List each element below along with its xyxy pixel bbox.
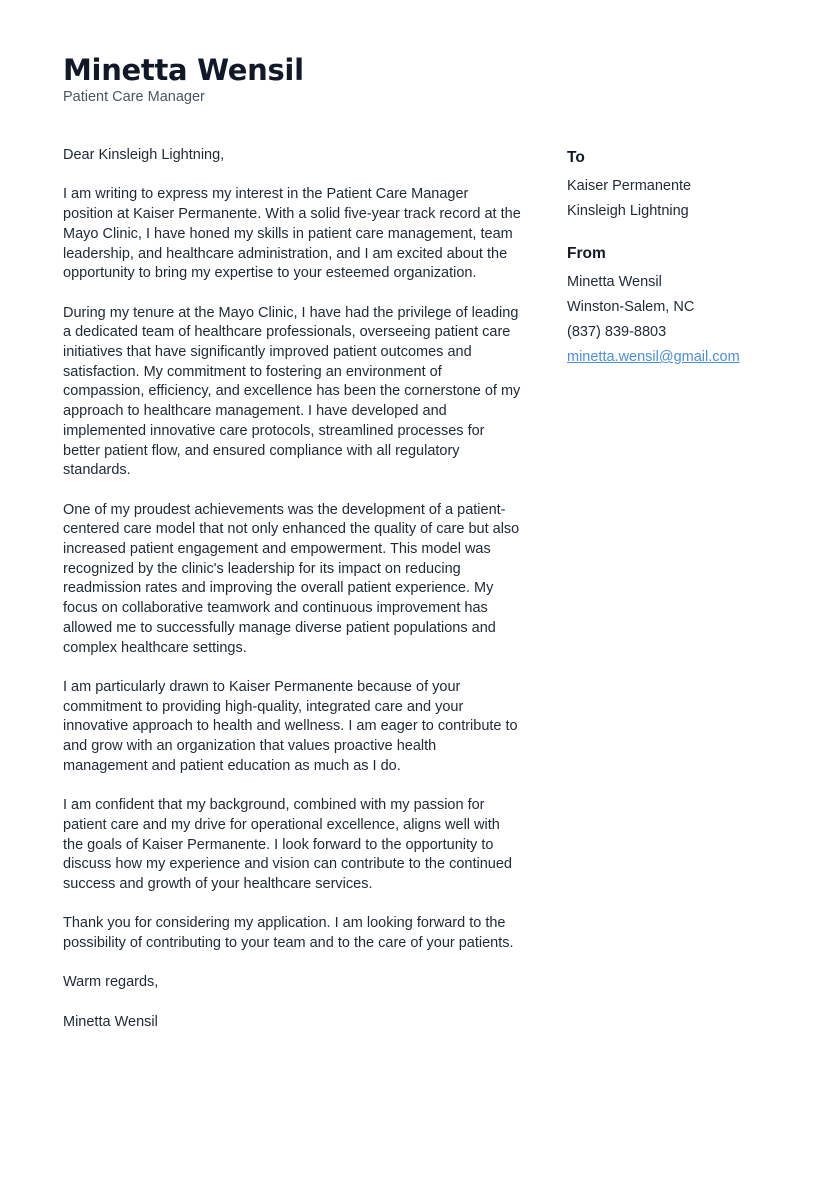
recipient-block <box>567 146 797 224</box>
contact-sidebar <box>567 146 797 388</box>
sender-email-link[interactable]: minetta.wensil@gmail.com <box>567 349 740 365</box>
recipient-company: Kaiser Permanente <box>567 178 692 194</box>
sender-location: Winston-Salem, NC <box>567 299 695 315</box>
letter-paragraph: One of my proudest achievements was the development of a patient-centered care model that not only enhanced the quality of care but also increased patient engagement and empowerment. This model was recognized by the clinic's leadership for its impact on reducing readmission rates and improving the overall patient experience. My focus on collaborative teamwork and continuous improvement has allowed me to successfully manage diverse patient populations and complex healthcare settings. <box>63 501 520 656</box>
sender-email-row <box>567 345 797 370</box>
letter-paragraph: During my tenure at the Mayo Clinic, I have had the privilege of leading a dedicated team of healthcare professionals, overseeing patient care initiatives that have significantly improved patient outcomes and satisfaction. My commitment to fostering an environment of compassion, efficiency, and excellence has been the cornerstone of my approach to healthcare management. I have developed and implemented innovative care protocols, streamlined processes for better patient flow, and ensured compliance with all regulatory standards. <box>63 304 521 479</box>
applicant-title: Patient Care Manager <box>63 89 205 105</box>
letter-body <box>63 146 521 1052</box>
letter-header <box>63 52 763 106</box>
letter-paragraph: I am particularly drawn to Kaiser Permanente because of your commitment to providing high-quality, integrated care and your innovative approach to health and wellness. I am eager to contribute to and grow with an organization that values proactive health management and patient education as much as I do. <box>63 678 518 774</box>
to-heading: To <box>567 149 585 166</box>
closing: Warm regards, <box>63 974 159 991</box>
recipient-name: Kinsleigh Lightning <box>567 203 689 219</box>
sender-name: Minetta Wensil <box>567 274 662 290</box>
letter-paragraph: I am writing to express my interest in the Patient Care Manager position at Kaiser Permanente. With a solid five-year track record at the Mayo Clinic, I have honed my skills in patient care management, team leadership, and healthcare administration, and I am excited about the opportunity to bring my expertise to your esteemed organization. <box>63 186 521 282</box>
letter-paragraph: Thank you for considering my application. I am looking forward to the possibility of contributing to your team and to the care of your patients. <box>63 915 514 952</box>
sender-block <box>567 242 797 370</box>
letter-paragraph: I am confident that my background, combined with my passion for patient care and my drive for operational excellence, aligns well with the goals of Kaiser Permanente. I look forward to the opportunity to discuss how my experience and vision can contribute to the continued success and growth of your healthcare services. <box>63 797 512 892</box>
salutation: Dear Kinsleigh Lightning, <box>63 147 225 163</box>
applicant-name: Minetta Wensil <box>63 53 304 87</box>
signature: Minetta Wensil <box>63 1013 158 1030</box>
from-heading: From <box>567 245 606 262</box>
sender-phone: (837) 839-8803 <box>567 324 667 340</box>
